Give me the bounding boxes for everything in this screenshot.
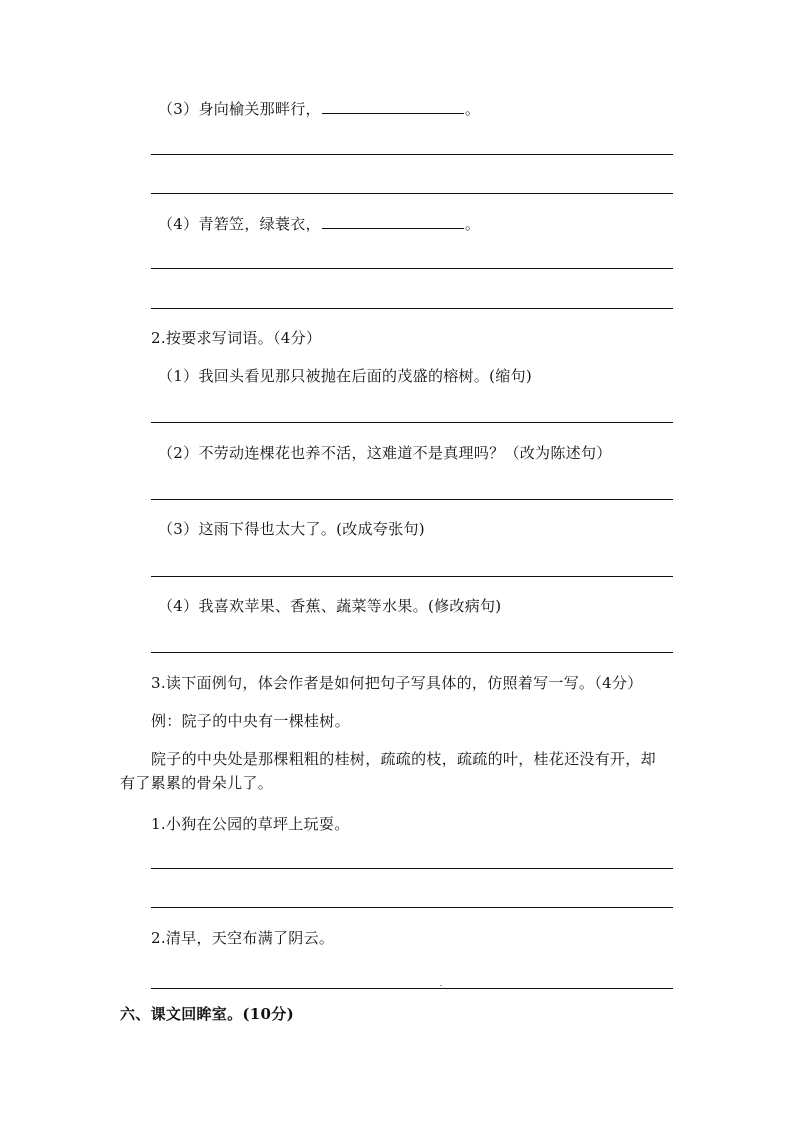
section-6-heading: 六、课文回眸室。(10分) — [120, 1005, 294, 1023]
item-4-prompt: （4）青箬笠，绿蓑衣， — [158, 215, 321, 233]
item-4-period: 。 — [464, 215, 481, 233]
example-paragraph-line-2: 有了累累的骨朵儿了。 — [120, 774, 274, 792]
answer-line[interactable] — [151, 868, 673, 869]
question-3-title: 3.读下面例句，体会作者是如何把句子写具体的，仿照着写一写。（4分） — [151, 674, 643, 692]
answer-line[interactable] — [151, 652, 673, 653]
stray-mark — [440, 985, 442, 986]
task-1-prompt: 1.小狗在公园的草坪上玩耍。 — [151, 815, 350, 833]
example-label: 例：院子的中央有一棵桂树。 — [151, 712, 350, 730]
question-1-item-3 — [158, 99, 480, 119]
answer-line[interactable] — [151, 499, 673, 500]
question-2-title: 2.按要求写词语。（4分） — [151, 329, 322, 347]
answer-line[interactable] — [151, 988, 673, 989]
answer-line[interactable] — [151, 576, 673, 577]
item-3-period: 。 — [464, 100, 481, 118]
question-2-item-3: （3）这雨下得也太大了。(改成夸张句) — [158, 520, 425, 538]
item-4-blank[interactable] — [322, 214, 464, 229]
answer-line[interactable] — [151, 422, 673, 423]
question-2-item-2: （2）不劳动连棵花也养不活，这难道不是真理吗？（改为陈述句） — [158, 444, 612, 462]
item-3-prompt: （3）身向榆关那畔行， — [158, 100, 321, 118]
answer-line[interactable] — [151, 907, 673, 908]
question-2-item-4: （4）我喜欢苹果、香蕉、蔬菜等水果。(修改病句) — [158, 597, 502, 615]
item-3-blank[interactable] — [322, 99, 464, 114]
example-paragraph-line-1: 院子的中央处是那棵粗粗的桂树，疏疏的枝，疏疏的叶，桂花还没有开，却 — [151, 750, 656, 768]
question-2-item-1: （1）我回头看见那只被抛在后面的茂盛的榕树。(缩句) — [158, 367, 533, 385]
answer-line[interactable] — [151, 193, 673, 194]
answer-line[interactable] — [151, 308, 673, 309]
answer-line[interactable] — [151, 154, 673, 155]
answer-line[interactable] — [151, 268, 673, 269]
task-2-prompt: 2.清早，天空布满了阴云。 — [151, 929, 335, 947]
question-1-item-4 — [158, 214, 480, 234]
